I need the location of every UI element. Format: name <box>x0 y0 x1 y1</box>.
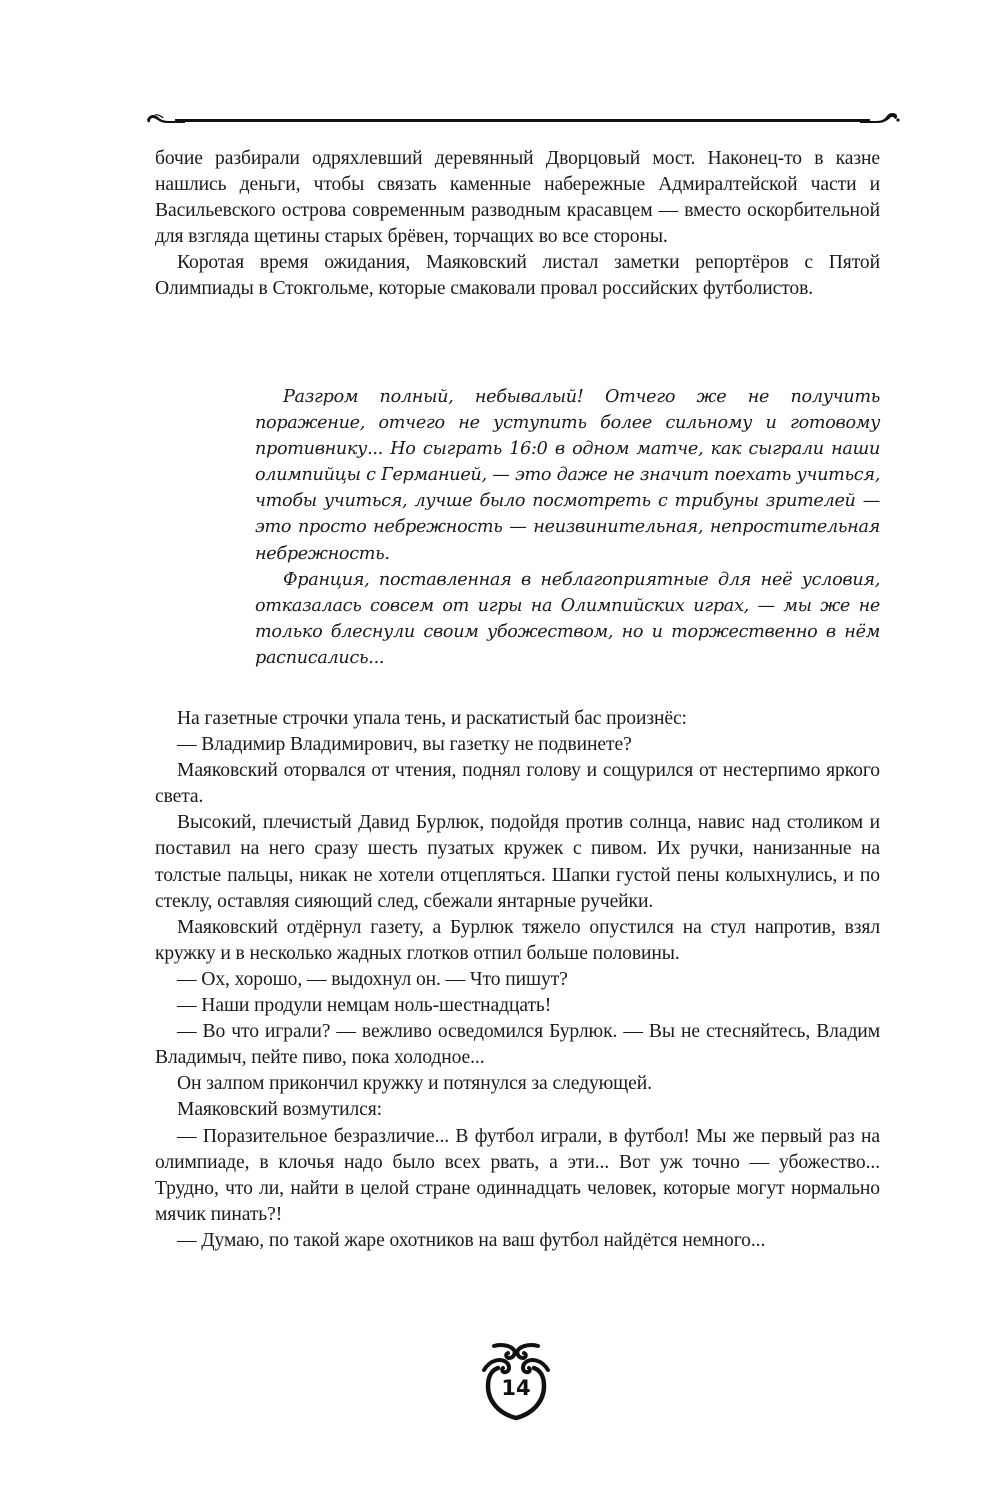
header-rule <box>145 108 900 128</box>
body-text-section-1 <box>155 146 880 303</box>
dialogue-line: — Думаю, по такой жаре охотников на ваш футбол найдётся немного... <box>177 1229 766 1251</box>
flourish-right-icon <box>860 108 900 128</box>
page-number: 14 <box>501 1376 531 1400</box>
dialogue-line: — Наши продули немцам ноль-шестнадцать! <box>177 995 552 1017</box>
paragraph: Он залпом прикончил кружку и потянулся за следующей. <box>177 1073 652 1095</box>
paragraph: Маяковский отдёрнул газету, а Бурлюк тяжело опустился на стул напротив, взял кружку и в несколько жадных глотков отпил больше половины. <box>155 916 880 964</box>
paragraph: Маяковский возмутился: <box>177 1099 383 1121</box>
newspaper-quote <box>255 384 880 671</box>
page-number-ornament <box>480 1340 552 1422</box>
dialogue-line: — Владимир Владимирович, вы газетку не подвинете? <box>177 734 632 756</box>
header-line <box>175 119 870 122</box>
paragraph: Коротая время ожидания, Маяковский листал заметки репортёров с Пятой Олимпиады в Стокгольме, которые смаковали провал российских футболистов. <box>155 252 880 300</box>
paragraph: На газетные строчки упала тень, и раскатистый бас произнёс: <box>177 708 687 729</box>
dialogue-line: — Во что играли? — вежливо осведомился Бурлюк. — Вы не стесняйтесь, Владим Владимыч, пейте пиво, пока холодное... <box>155 1021 880 1069</box>
paragraph: бочие разбирали одряхлевший деревянный Дворцовый мост. Наконец-то в казне нашлись деньги, чтобы связать каменные набережные Адмиралтейской части и Васильевского острова современным разводным красавцем — вместо оскорбительной для взгляда щетины старых брёвен, торчащих во все стороны. <box>155 148 880 248</box>
paragraph: Высокий, плечистый Давид Бурлюк, подойдя против солнца, навис над столиком и поставил на него сразу шесть пузатых кружек с пивом. Их ручки, нанизанные на толстые пальцы, никак не хотели отцепляться. Шапки густой пены колыхнулись, и по стеклу, оставляя сияющий след, сбежали янтарные ручейки. <box>155 812 880 912</box>
flourish-left-icon <box>145 108 185 128</box>
body-text-section-2 <box>155 706 880 1254</box>
paragraph: Маяковский оторвался от чтения, поднял голову и сощурился от нестерпимо яркого света. <box>155 760 880 808</box>
dialogue-line: — Ох, хорошо, — выдохнул он. — Что пишут? <box>177 968 568 990</box>
dialogue-line: — Поразительное безразличие... В футбол играли, в футбол! Мы же первый раз на олимпиаде, в клочья надо было всех рвать, а эти... Вот уж точно — убожество... Трудно, что ли, найти в целой стране одиннадцать человек, которые могут нормально мячик пинать?! <box>155 1125 880 1225</box>
quote-paragraph: Разгром полный, небывалый! Отчего же не получить поражение, отчего не уступить более сильному и готовому противнику... Но сыграть 16:0 в одном матче, как сыграли наши олимпийцы с Германией, — это даже не значит поехать учиться, чтобы учиться, лучше было посмотреть с трибуны зрителей — это просто небрежность — неизвинительная, непростительная небрежность. <box>255 387 880 564</box>
quote-paragraph: Франция, поставленная в неблагоприятные для неё условия, отказалась совсем от игры на Олимпийских играх, — мы же не только блеснули своим убожеством, но и торжественно в нём расписались... <box>255 569 880 668</box>
